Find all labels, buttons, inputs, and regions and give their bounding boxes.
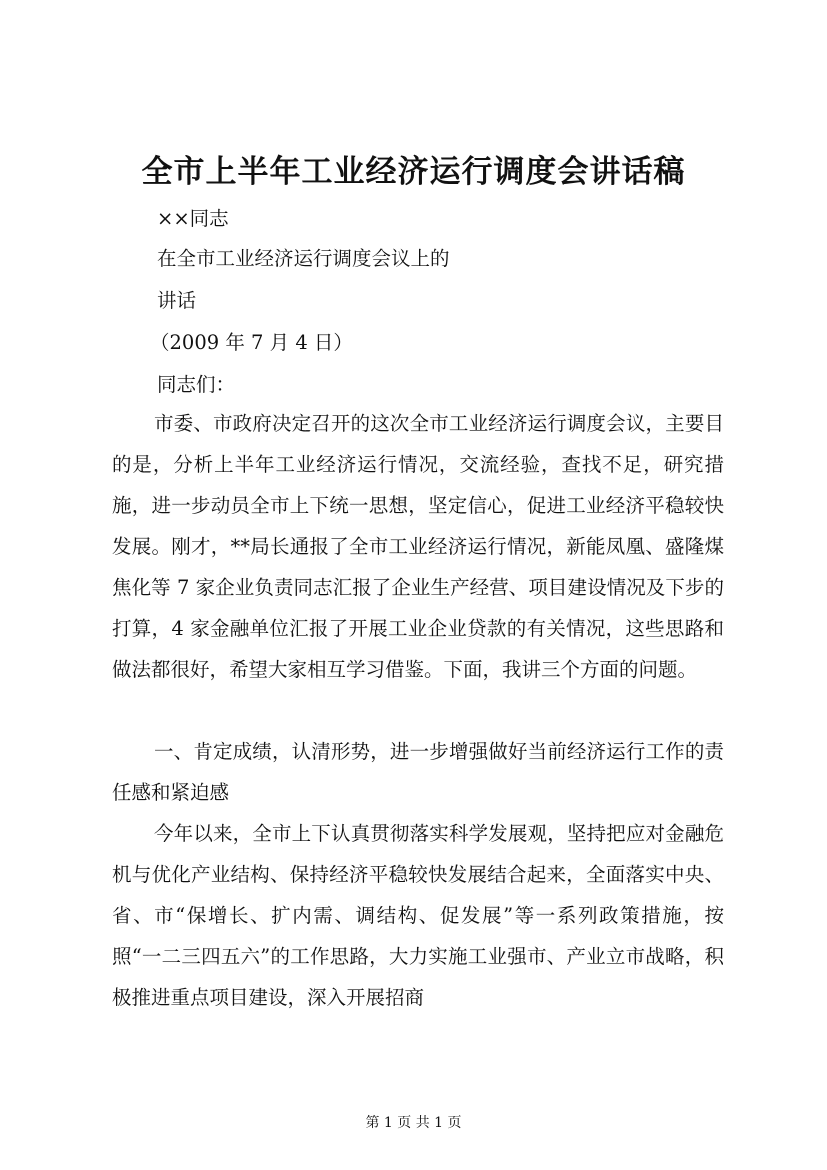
speaker-line: ××同志: [157, 207, 229, 230]
document-title: 全市上半年工业经济运行调度会讲话稿: [141, 154, 686, 190]
section-heading: 一、肯定成绩，认清形势，进一步增强做好当前经济运行工作的责任感和紧迫感: [112, 740, 724, 804]
body-paragraph: 今年以来，全市上下认真贯彻落实科学发展观，坚持把应对金融危机与优化产业结构、保持经济平稳较快发展结合起来，全面落实中央、省、市“保增长、扩内需、调结构、促发展”等一系列政策措施，按照“一二三四五六”的工作思路，大力实施工业强市、产业立市战略，积极推进重点项目建设，深入开展招商: [112, 822, 724, 1009]
subtitle-line-2: 讲话: [157, 289, 197, 312]
body-paragraph: 市委、市政府决定召开的这次全市工业经济运行调度会议，主要目的是，分析上半年工业经济运行情况，交流经验，查找不足，研究措施，进一步动员全市上下统一思想，坚定信心，促进工业经济平稳较快发展。刚才，**局长通报了全市工业经济运行情况，新能凤凰、盛隆煤焦化等 7 家企业负责同志汇报了企业生产经营、项目建设情况及下步的打算，4 家金融单位汇报了开展工业企业贷款的有关情况，这些思路和做法都很好，希望大家相互学习借鉴。下面，我讲三个方面的问题。: [112, 412, 724, 681]
page-number-footer: 第 1 页 共 1 页: [365, 1115, 462, 1131]
date-line: （2009 年 7 月 4 日）: [150, 331, 353, 354]
salutation: 同志们：: [157, 373, 236, 396]
subtitle-line-1: 在全市工业经济运行调度会议上的: [157, 247, 450, 270]
